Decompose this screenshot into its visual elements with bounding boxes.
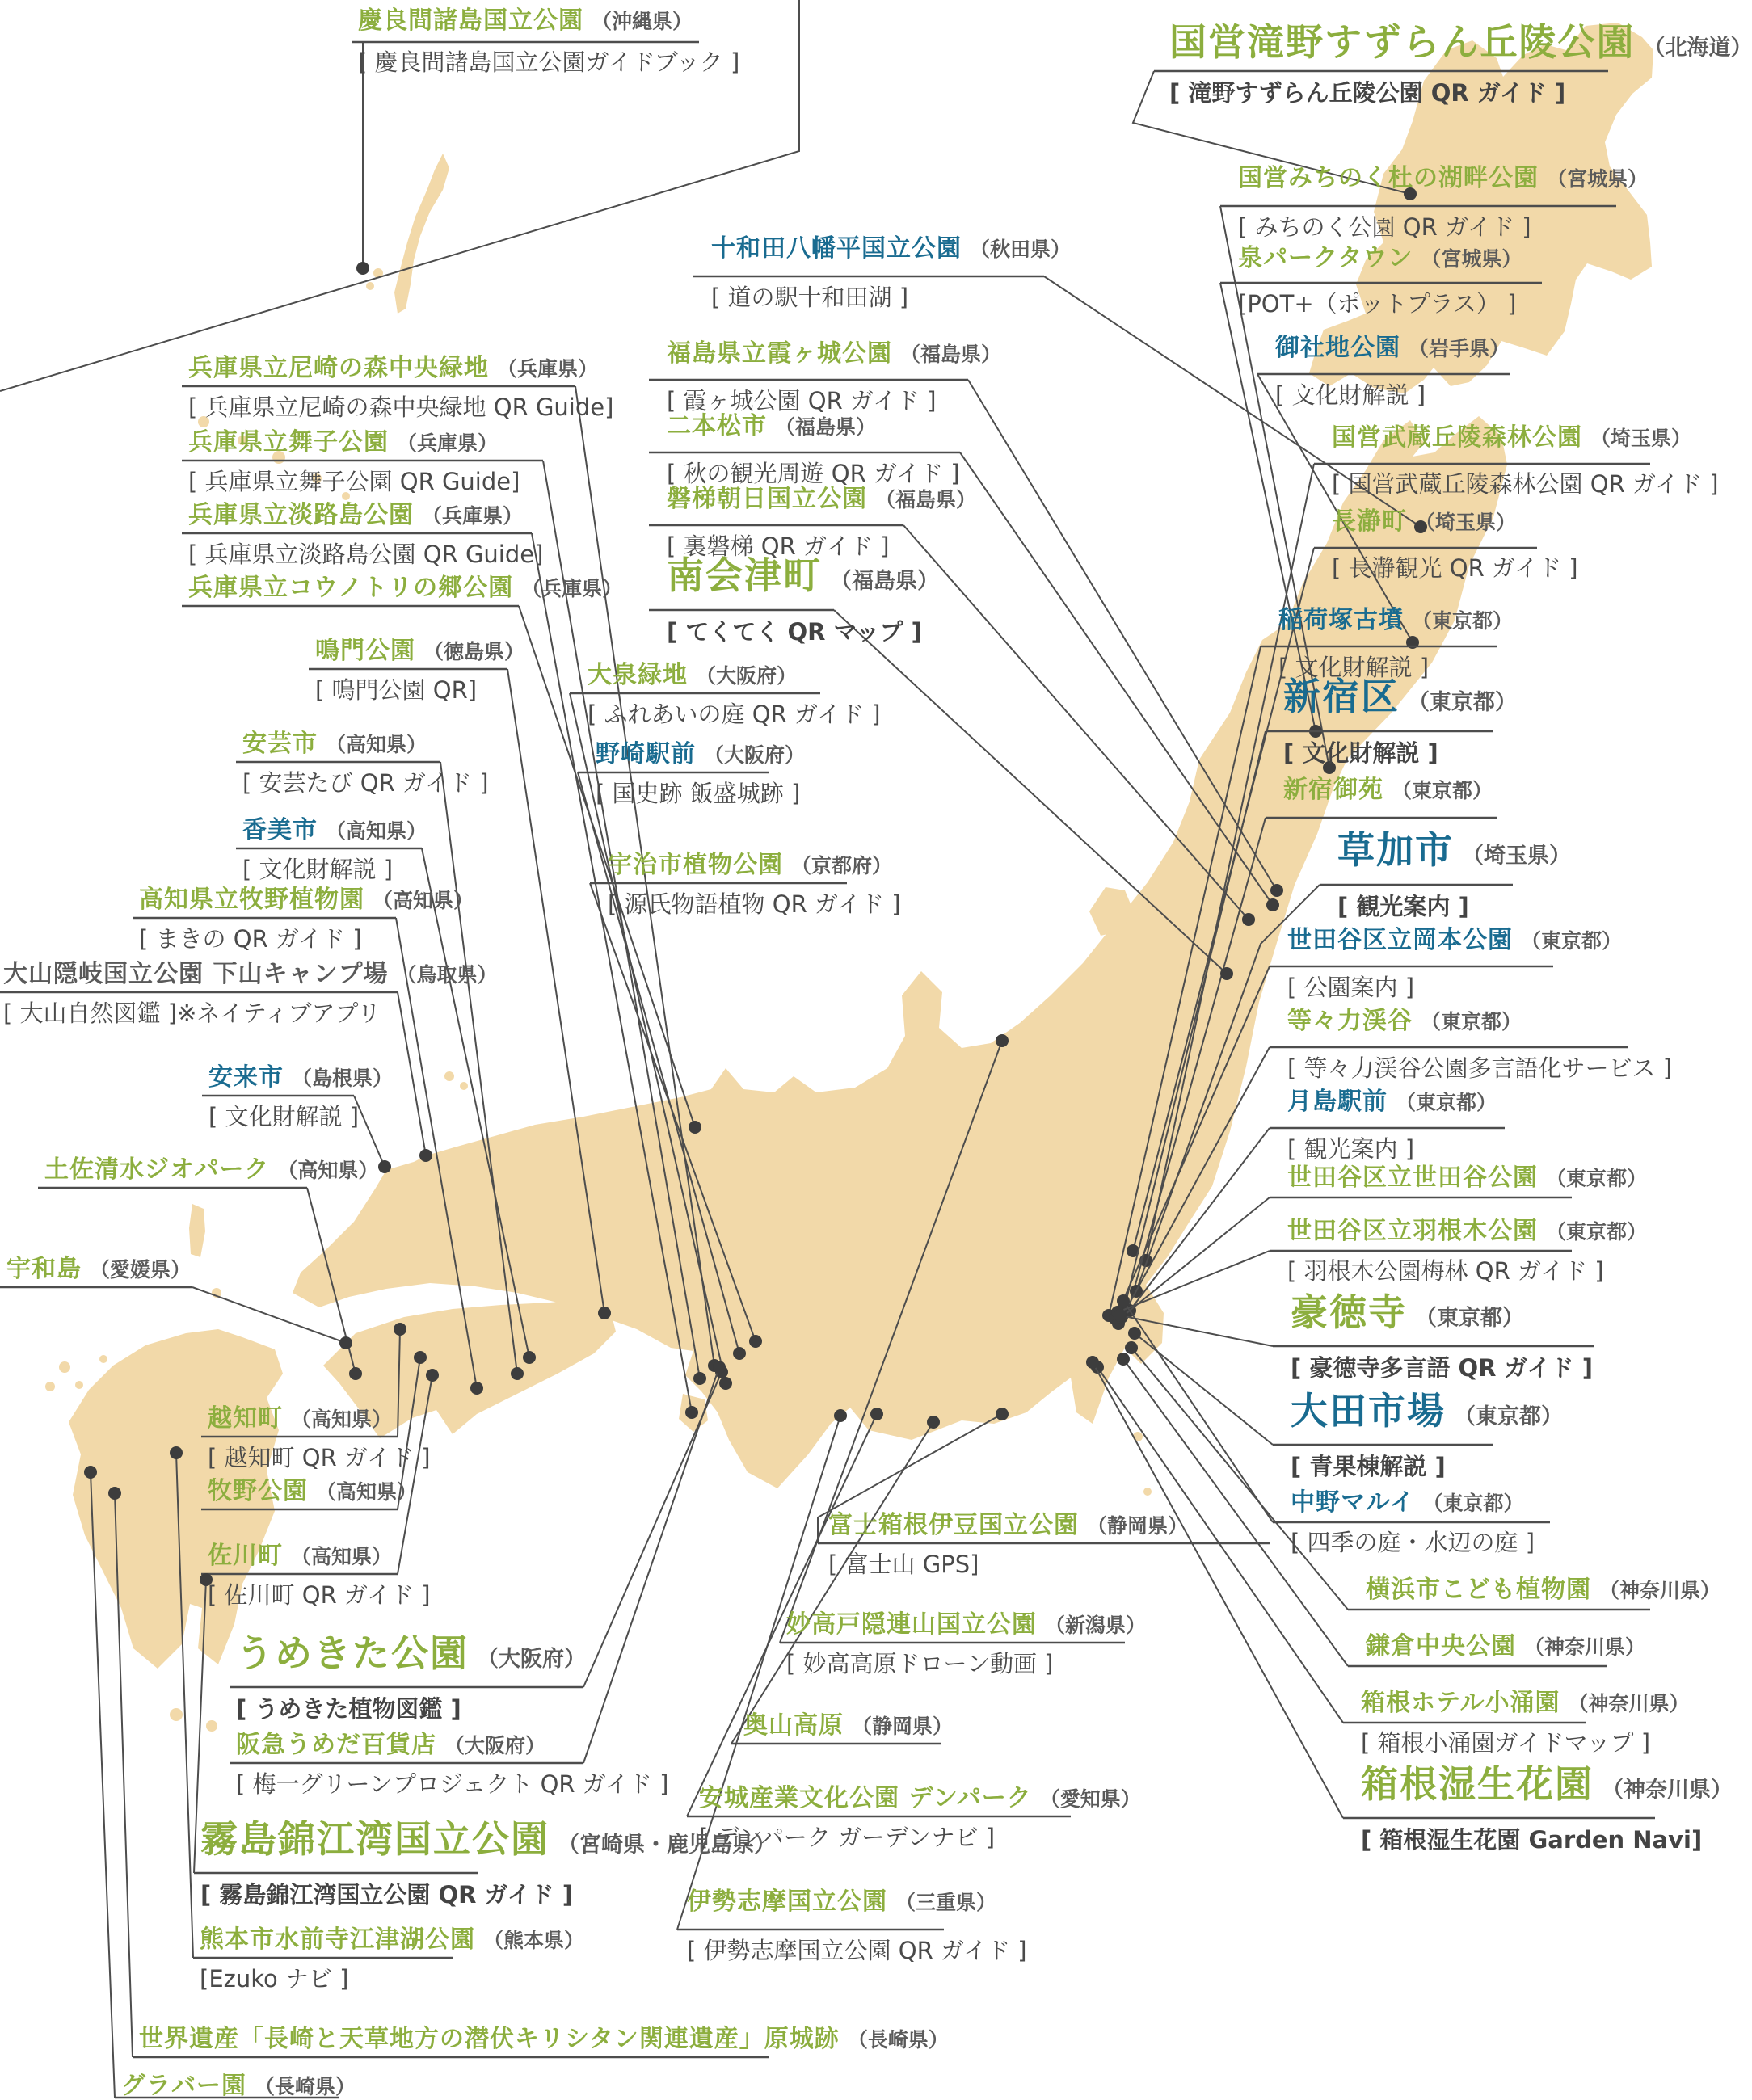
map-label-myoko — [786, 1612, 1146, 1638]
map-label-umekita — [236, 1631, 586, 1675]
map-label-fuji — [828, 1513, 1188, 1538]
site-name: 泉パークタウン — [1238, 244, 1413, 272]
prefecture: （高知県） — [316, 1480, 418, 1504]
site-name: 伊勢志摩国立公園 — [687, 1887, 887, 1916]
site-name: 月島駅前 — [1287, 1088, 1388, 1116]
service-name-naruto: [ 鳴門公園 QR] — [315, 676, 478, 704]
prefecture: （静岡県） — [1087, 1514, 1189, 1538]
site-name: 高知県立牧野植物園 — [139, 886, 364, 914]
service-name-towada: [ 道の駅十和田湖 ] — [711, 284, 909, 311]
service-name-tsukishima: [ 観光案内 ] — [1287, 1135, 1415, 1163]
service-name-shissei: [ 箱根湿生花園 Garden Navi] — [1361, 1826, 1703, 1854]
prefecture: （神奈川県） — [1568, 1692, 1690, 1715]
service-name-minamiaizu: [ てくてく QR マップ ] — [667, 618, 922, 646]
prefecture: （宮城県） — [1421, 247, 1522, 271]
site-name: 新宿御苑 — [1283, 776, 1383, 804]
service-name-kirishima: [ 霧島錦江湾国立公園 QR ガイド ] — [200, 1881, 574, 1909]
prefecture: （兵庫県） — [521, 577, 623, 600]
map-label-shinjuku — [1283, 677, 1517, 716]
map-label-kerama — [358, 8, 693, 34]
map-label-awaji — [188, 503, 523, 528]
service-name-maiko: [ 兵庫県立舞子公園 QR Guide] — [188, 468, 520, 495]
map-label-ochi — [208, 1406, 392, 1432]
prefecture: （東京都） — [1546, 1167, 1648, 1190]
map-label-hankyu — [236, 1732, 545, 1758]
prefecture: （福島県） — [900, 343, 1002, 366]
map-label-kounotori — [188, 575, 622, 601]
map-label-naruto — [315, 638, 524, 664]
site-name: 御社地公園 — [1275, 334, 1400, 362]
map-label-uwajima — [6, 1256, 191, 1282]
service-name-musashi: [ 国営武蔵丘陵森林公園 QR ガイド ] — [1332, 470, 1719, 498]
service-name-soka: [ 観光案内 ] — [1337, 893, 1469, 920]
map-label-harajo — [139, 2026, 949, 2052]
site-name: 世田谷区立岡本公園 — [1287, 926, 1513, 954]
map-label-nihonmatsu — [667, 414, 876, 440]
prefecture: （高知県） — [373, 889, 474, 912]
prefecture: （埼玉県） — [1462, 844, 1571, 869]
prefecture: （長崎県） — [255, 2075, 356, 2098]
site-name: 箱根ホテル小涌園 — [1361, 1689, 1560, 1717]
site-name: 草加市 — [1337, 828, 1454, 872]
map-label-yasugi — [208, 1065, 393, 1091]
map-label-makinobg — [139, 887, 474, 913]
prefecture: （兵庫県） — [397, 431, 499, 455]
service-name-bandai: [ 裏磐梯 QR ガイド ] — [667, 532, 890, 560]
prefecture: （兵庫県） — [497, 357, 599, 381]
site-name: 阪急うめだ百貨店 — [236, 1731, 436, 1759]
site-name: 等々力渓谷 — [1287, 1007, 1413, 1035]
site-name: グラバー園 — [121, 2072, 246, 2100]
site-name: 大山隠岐国立公園 下山キャンプ場 — [3, 960, 389, 988]
site-name: 二本松市 — [667, 412, 767, 440]
site-name: 世田谷区立世田谷公園 — [1287, 1164, 1538, 1192]
site-name: 中野マルイ — [1291, 1488, 1415, 1517]
site-name: 安城産業文化公園 デンパーク — [699, 1784, 1032, 1812]
service-name-kerama: [ 慶良間諸島国立公園ガイドブック ] — [358, 48, 740, 76]
site-name: 国営みちのく杜の湖畔公園 — [1238, 164, 1539, 192]
prefecture: （高知県） — [291, 1408, 393, 1431]
map-label-oshachi — [1275, 335, 1510, 361]
prefecture: （長崎県） — [847, 2028, 949, 2052]
prefecture: （神奈川県） — [1602, 1778, 1733, 1803]
prefecture: （宮崎県・鹿児島県） — [558, 1833, 776, 1858]
map-label-maiko — [188, 430, 498, 456]
site-name: 佐川町 — [208, 1542, 283, 1570]
site-name: 大泉緑地 — [588, 661, 688, 689]
map-label-kamakura — [1366, 1634, 1645, 1660]
prefecture: （埼玉県） — [1590, 427, 1692, 450]
prefecture: （新潟県） — [1045, 1614, 1147, 1637]
prefecture: （秋田県） — [970, 238, 1072, 261]
map-label-anjo — [699, 1786, 1141, 1812]
prefecture: （大阪府） — [477, 1647, 586, 1672]
map-label-bandai — [667, 486, 976, 512]
map-label-tsukishima — [1287, 1089, 1497, 1115]
prefecture: （埼玉県） — [1415, 511, 1517, 534]
map-label-kowakien — [1361, 1690, 1690, 1716]
site-name: 兵庫県立淡路島公園 — [188, 501, 414, 529]
service-name-hanegi: [ 羽根木公園梅林 QR ガイド ] — [1287, 1257, 1604, 1285]
prefecture: （京都府） — [791, 854, 893, 877]
prefecture: （愛媛県） — [90, 1258, 192, 1281]
service-name-todoroki: [ 等々力渓谷公園多言語化サービス ] — [1287, 1054, 1673, 1082]
service-name-awaji: [ 兵庫県立淡路島公園 QR Guide] — [188, 541, 544, 568]
prefecture: （東京都） — [1454, 1404, 1563, 1429]
prefecture: （静岡県） — [852, 1715, 954, 1738]
site-name: 慶良間諸島国立公園 — [358, 6, 583, 35]
site-name: 十和田八幡平国立公園 — [711, 234, 962, 263]
site-name: 宇和島 — [6, 1255, 82, 1283]
prefecture: （高知県） — [326, 733, 427, 756]
service-name-hankyu: [ 梅一グリーンプロジェクト QR ガイド ] — [236, 1770, 669, 1798]
map-label-inarizuka — [1278, 608, 1513, 633]
prefecture: （熊本県） — [483, 1929, 585, 1952]
site-name: 国営滝野すずらん丘陵公園 — [1169, 20, 1636, 64]
service-name-anjo: [ デンパーク ガーデンナビ ] — [699, 1824, 996, 1851]
service-name-okamoto: [ 公園案内 ] — [1287, 974, 1415, 1001]
prefecture: （東京都） — [1412, 609, 1514, 633]
site-name: 宇治市植物公園 — [608, 851, 783, 879]
service-name-nagatoro: [ 長瀞観光 QR ガイド ] — [1332, 554, 1578, 582]
map-label-yokohama — [1366, 1577, 1720, 1603]
service-name-takino: [ 滝野すずらん丘陵公園 QR ガイド ] — [1169, 79, 1566, 107]
site-name: 奥山高原 — [743, 1711, 844, 1740]
prefecture: （大阪府） — [704, 743, 806, 767]
service-name-kumamoto: [Ezuko ナビ ] — [200, 1965, 349, 1993]
site-name: 福島県立霞ヶ城公園 — [667, 339, 892, 368]
map-label-kami — [242, 818, 427, 844]
map-label-todoroki — [1287, 1008, 1522, 1034]
service-name-inarizuka: [ 文化財解説 ] — [1278, 654, 1430, 681]
service-name-myoko: [ 妙高高原ドローン動画 ] — [786, 1650, 1054, 1677]
service-name-nakano: [ 四季の庭・水辺の庭 ] — [1291, 1529, 1535, 1556]
map-label-gotokuji — [1291, 1290, 1524, 1334]
map-label-soka — [1337, 828, 1571, 872]
site-name: 箱根湿生花園 — [1361, 1762, 1594, 1806]
prefecture: （東京都） — [1396, 1091, 1497, 1114]
site-name: 磐梯朝日国立公園 — [667, 485, 867, 513]
site-name: 稲荷塚古墳 — [1278, 606, 1404, 634]
prefecture: （大阪府） — [444, 1734, 546, 1757]
prefecture: （福島県） — [875, 488, 977, 511]
service-name-kasumigajo: [ 霞ヶ城公園 QR ガイド ] — [667, 387, 937, 415]
map-label-amagasaki — [188, 356, 598, 381]
map-label-izumi — [1238, 246, 1522, 271]
service-name-gotokuji: [ 豪徳寺多言語 QR ガイド ] — [1291, 1354, 1594, 1382]
map-label-oizumi — [588, 663, 797, 688]
site-name: 安来市 — [208, 1063, 284, 1092]
prefecture: （東京都） — [1421, 1010, 1522, 1033]
prefecture: （高知県） — [291, 1545, 393, 1568]
prefecture: （東京都） — [1392, 779, 1493, 802]
site-name: 兵庫県立尼崎の森中央緑地 — [188, 354, 489, 382]
site-name: 豪徳寺 — [1291, 1290, 1407, 1334]
site-name: 野崎駅前 — [596, 740, 696, 768]
prefecture: （高知県） — [326, 819, 427, 843]
prefecture: （東京都） — [1422, 1492, 1524, 1515]
site-name: 大田市場 — [1291, 1389, 1446, 1433]
map-label-nakano — [1291, 1490, 1524, 1516]
service-name-michinoku: [ みちのく公園 QR ガイド ] — [1238, 213, 1531, 241]
service-name-uji: [ 源氏物語植物 QR ガイド ] — [608, 890, 901, 918]
map-label-gyoen — [1283, 777, 1493, 803]
prefecture: （東京都） — [1415, 1306, 1524, 1331]
site-name: うめきた公園 — [236, 1631, 469, 1675]
site-name: 南会津町 — [667, 553, 822, 597]
site-name: 香美市 — [242, 816, 318, 844]
prefecture: （東京都） — [1546, 1220, 1648, 1244]
map-label-takino — [1169, 20, 1752, 64]
map-label-nagatoro — [1332, 509, 1516, 535]
site-name: 霧島錦江湾国立公園 — [200, 1817, 550, 1861]
site-name: 世界遺産「長崎と天草地方の潜伏キリシタン関連遺産」原城跡 — [139, 2025, 840, 2053]
service-name-kowakien: [ 箱根小涌園ガイドマップ ] — [1361, 1729, 1651, 1757]
site-name: 兵庫県立舞子公園 — [188, 428, 389, 457]
service-name-ise: [ 伊勢志摩国立公園 QR ガイド ] — [687, 1937, 1027, 1964]
site-name: 兵庫県立コウノトリの郷公園 — [188, 574, 514, 602]
prefecture: （宮城県） — [1547, 167, 1649, 191]
prefecture: （三重県） — [895, 1891, 997, 1914]
service-name-shinjuku: [ 文化財解説 ] — [1283, 739, 1438, 767]
service-name-fuji: [ 富士山 GPS] — [828, 1551, 979, 1578]
site-name: 横浜市こども植物園 — [1366, 1576, 1591, 1604]
map-label-kasumigajo — [667, 341, 1001, 367]
prefecture: （徳島県） — [423, 640, 525, 663]
prefecture: （東京都） — [1521, 929, 1623, 953]
map-label-minamiaizu — [667, 553, 939, 597]
site-name: 土佐清水ジオパーク — [44, 1155, 270, 1184]
map-label-kirishima — [200, 1817, 776, 1861]
map-label-kumamoto — [200, 1927, 584, 1953]
prefecture: （島根県） — [292, 1067, 394, 1090]
map-label-okuyama — [743, 1713, 953, 1739]
map-label-uji — [608, 852, 892, 878]
map-label-okamoto — [1287, 928, 1622, 953]
site-name: 牧野公園 — [208, 1477, 308, 1505]
service-name-ota: [ 青果棟解説 ] — [1291, 1453, 1446, 1480]
site-name: 鎌倉中央公園 — [1366, 1632, 1516, 1660]
site-name: 新宿区 — [1283, 675, 1400, 718]
prefecture: （兵庫県） — [422, 504, 524, 528]
prefecture: （鳥取県） — [396, 963, 498, 987]
map-label-michinoku — [1238, 166, 1648, 191]
service-name-aki: [ 安芸たび QR ガイド ] — [242, 769, 489, 797]
service-name-oshachi: [ 文化財解説 ] — [1275, 381, 1426, 409]
site-name: 越知町 — [208, 1404, 283, 1433]
service-name-izumi: [POT+（ポットプラス） ] — [1238, 290, 1517, 318]
prefecture: （福島県） — [830, 569, 939, 594]
map-label-tosashimizu — [44, 1157, 378, 1183]
prefecture: （北海道） — [1643, 36, 1752, 61]
map-label-nozaki — [596, 742, 805, 768]
site-name: 安芸市 — [242, 730, 318, 758]
site-name: 熊本市水前寺江津湖公園 — [200, 1925, 475, 1954]
service-name-nozaki: [ 国史跡 飯盛城跡 ] — [596, 780, 801, 807]
map-label-ise — [687, 1889, 996, 1915]
prefecture: （福島県） — [775, 415, 877, 439]
prefecture: （大阪府） — [696, 664, 798, 688]
service-name-yasugi: [ 文化財解説 ] — [208, 1103, 360, 1130]
service-name-sagawa: [ 佐川町 QR ガイド ] — [208, 1581, 431, 1609]
service-name-makinobg: [ まきの QR ガイド ] — [139, 925, 362, 953]
site-name: 国営武蔵丘陵森林公園 — [1332, 423, 1582, 452]
prefecture: （高知県） — [277, 1159, 379, 1182]
prefecture: （神奈川県） — [1599, 1579, 1721, 1602]
map-label-daisen — [3, 962, 497, 987]
site-name: 世田谷区立羽根木公園 — [1287, 1217, 1538, 1245]
service-name-umekita: [ うめきた植物図鑑 ] — [236, 1695, 461, 1723]
site-name: 鳴門公園 — [315, 637, 415, 665]
prefecture: （神奈川県） — [1524, 1635, 1646, 1659]
site-name: 長瀞町 — [1332, 507, 1407, 536]
map-label-ota — [1291, 1389, 1563, 1433]
service-name-oizumi: [ ふれあいの庭 QR ガイド ] — [588, 701, 881, 728]
map-label-glover — [121, 2073, 356, 2099]
service-name-nihonmatsu: [ 秋の観光周遊 QR ガイド ] — [667, 460, 960, 487]
prefecture: （岩手県） — [1409, 337, 1510, 360]
map-label-makinopk — [208, 1479, 417, 1505]
prefecture: （東京都） — [1408, 690, 1517, 715]
map-label-shissei — [1361, 1762, 1733, 1806]
map-label-towada — [711, 236, 1071, 262]
prefecture: （沖縄県） — [592, 10, 693, 33]
map-label-aki — [242, 731, 427, 757]
service-name-kami: [ 文化財解説 ] — [242, 856, 394, 883]
service-name-daisen: [ 大山自然図鑑 ]※ネイティブアプリ — [3, 999, 381, 1027]
map-label-musashi — [1332, 425, 1691, 451]
service-name-ochi: [ 越知町 QR ガイド ] — [208, 1444, 431, 1471]
prefecture: （愛知県） — [1039, 1787, 1141, 1811]
service-name-amagasaki: [ 兵庫県立尼崎の森中央緑地 QR Guide] — [188, 393, 614, 421]
map-label-setagaya — [1287, 1165, 1647, 1191]
site-name: 富士箱根伊豆国立公園 — [828, 1511, 1079, 1539]
map-label-hanegi — [1287, 1218, 1647, 1244]
map-label-sagawa — [208, 1543, 392, 1569]
site-name: 妙高戸隠連山国立公園 — [786, 1610, 1037, 1639]
